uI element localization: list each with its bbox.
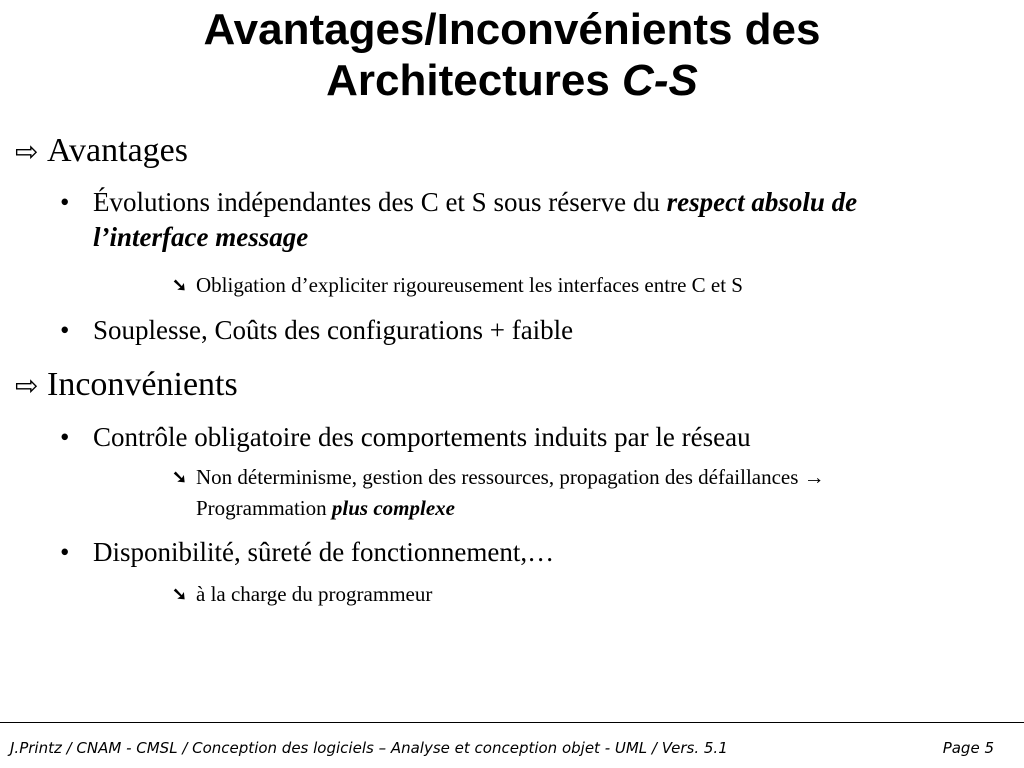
- section-heading-label: Avantages: [47, 132, 188, 169]
- page-number: Page 5: [942, 739, 994, 757]
- list-item: [60, 420, 940, 455]
- title-line-2: [0, 55, 1024, 106]
- list-item-text-plain: Évolutions indépendantes des C et S sous réserve du: [93, 187, 667, 217]
- sub-list-item-text: à la charge du programmeur: [196, 582, 433, 606]
- bullet-icon: •: [60, 422, 70, 452]
- list-item: [60, 535, 940, 570]
- list-item-text: Souplesse, Coûts des configurations + faible: [93, 315, 574, 345]
- list-item: [60, 185, 940, 255]
- sub-list-item: [172, 579, 982, 610]
- sub-list-item-text: [196, 462, 982, 524]
- list-item-text: Disponibilité, sûreté de fonctionnement,…: [93, 537, 555, 567]
- down-right-arrow-icon: ➘: [172, 584, 188, 604]
- list-item: [60, 313, 940, 348]
- section-heading-label: Inconvénients: [47, 366, 238, 403]
- sub-list-item: [172, 270, 982, 301]
- bullet-icon: •: [60, 315, 70, 345]
- list-item-emphasis: respect absolu de l’interface message: [93, 187, 858, 252]
- down-right-arrow-icon: ➘: [172, 467, 188, 487]
- down-right-arrow-icon: ➘: [172, 275, 188, 295]
- right-arrow-icon: →: [803, 465, 825, 489]
- sub-list-item-text: Obligation d’expliciter rigoureusement les interfaces entre C et S: [196, 273, 743, 297]
- sub-list-item-text-plain: Non déterminisme, gestion des ressources, propagation des défaillances: [196, 465, 799, 489]
- footer-divider: [0, 722, 1024, 723]
- list-item-text: Contrôle obligatoire des comportements induits par le réseau: [93, 422, 751, 452]
- title-line-1: Avantages/Inconvénients des: [203, 5, 821, 54]
- footer-credits: J.Printz / CNAM - CMSL / Conception des logiciels – Analyse et conception objet - UML / Vers. 5.1: [10, 739, 728, 757]
- hollow-arrow-icon: ⇨: [15, 371, 39, 402]
- section-heading-inconvenients: [15, 365, 238, 407]
- list-item-text: [93, 185, 940, 255]
- section-heading-avantages: [15, 131, 188, 173]
- bullet-icon: •: [60, 187, 70, 217]
- bullet-icon: •: [60, 537, 70, 567]
- sub-list-item: [172, 462, 982, 524]
- title-line-2-text: Architectures: [326, 56, 623, 105]
- title-line-2-italic: C-S: [622, 56, 698, 105]
- sub-list-item-text-line2: Programmation: [196, 496, 332, 520]
- sub-list-item-emphasis: plus complexe: [331, 496, 455, 520]
- slide-title: [0, 4, 1024, 106]
- hollow-arrow-icon: ⇨: [15, 137, 39, 168]
